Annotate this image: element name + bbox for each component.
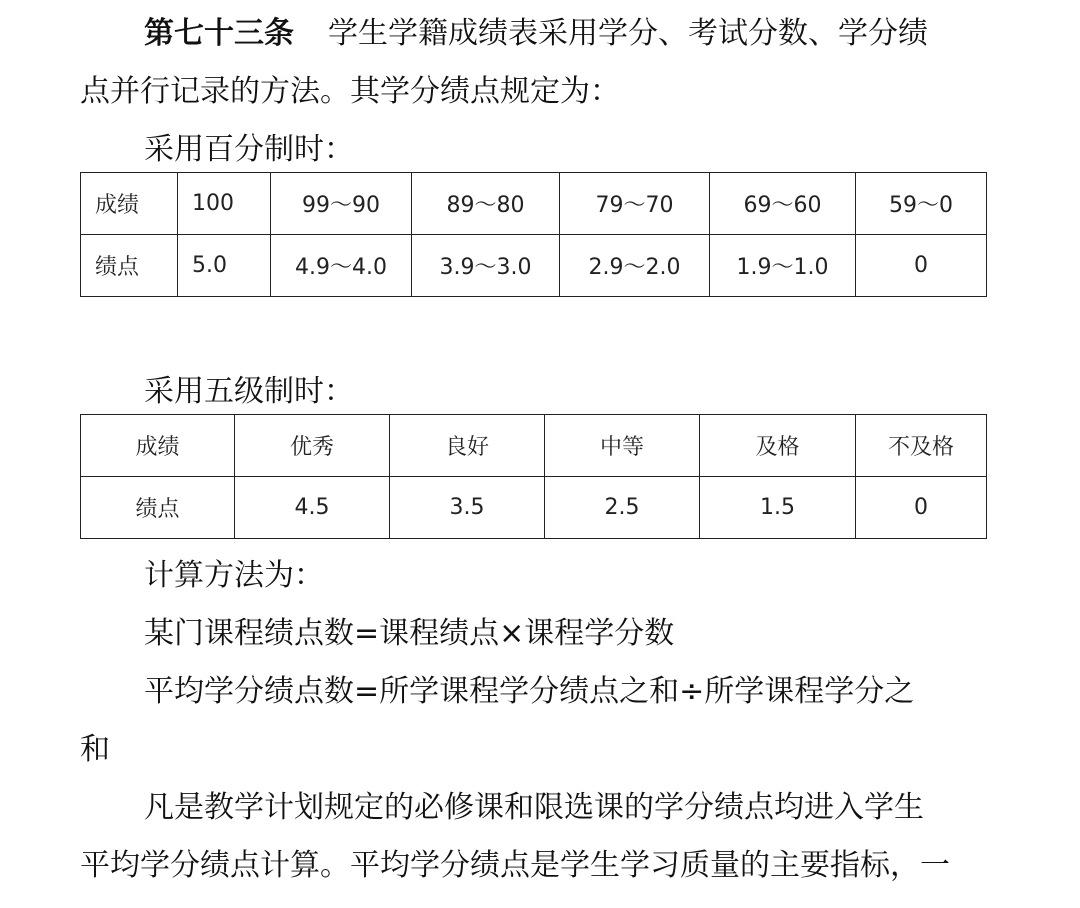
closing-paragraph-line1: 凡是教学计划规定的必修课和限选课的学分绩点均进入学生 <box>144 790 924 825</box>
table-cell: 成绩 <box>81 173 178 235</box>
table-cell: 89～80 <box>412 173 560 235</box>
formula-average-line2: 和 <box>80 732 110 767</box>
table-row <box>81 235 987 297</box>
table-cell: 79～70 <box>560 173 710 235</box>
formula-average-line1: 平均学分绩点数=所学课程学分绩点之和÷所学课程学分之 <box>144 674 915 709</box>
table-cell: 及格 <box>700 415 856 477</box>
table-cell: 1.5 <box>700 477 856 539</box>
table-cell: 0 <box>856 235 987 297</box>
table-cell: 59～0 <box>856 173 987 235</box>
table-cell: 69～60 <box>710 173 856 235</box>
closing-paragraph-line2: 平均学分绩点计算。平均学分绩点是学生学习质量的主要指标，一 <box>80 848 950 883</box>
table-cell: 3.5 <box>390 477 545 539</box>
table-cell: 1.9～1.0 <box>710 235 856 297</box>
article-text-line1: 学生学籍成绩表采用学分、考试分数、学分绩 <box>328 16 928 51</box>
table-cell: 成绩 <box>81 415 235 477</box>
table-cell: 3.9～3.0 <box>412 235 560 297</box>
formula-course-grade-points: 某门课程绩点数=课程绩点×课程学分数 <box>144 616 675 651</box>
table-cell: 中等 <box>545 415 700 477</box>
table-row <box>81 415 987 477</box>
article-text-line2: 点并行记录的方法。其学分绩点规定为： <box>80 74 620 109</box>
article-first-line <box>80 14 1000 54</box>
hundred-scale-table <box>80 172 987 297</box>
table-cell: 优秀 <box>235 415 390 477</box>
table-cell: 99～90 <box>271 173 412 235</box>
table-cell: 4.9～4.0 <box>271 235 412 297</box>
table-cell: 不及格 <box>856 415 987 477</box>
table-cell: 绩点 <box>81 477 235 539</box>
table-cell: 0 <box>856 477 987 539</box>
article-number: 第七十三条 <box>144 16 294 51</box>
five-level-heading: 采用五级制时： <box>144 374 354 409</box>
table-row <box>81 477 987 539</box>
table-cell: 良好 <box>390 415 545 477</box>
table-cell: 4.5 <box>235 477 390 539</box>
calculation-heading: 计算方法为： <box>144 558 324 593</box>
table-cell: 2.9～2.0 <box>560 235 710 297</box>
table-cell: 绩点 <box>81 235 178 297</box>
five-level-table <box>80 414 987 539</box>
table-cell: 2.5 <box>545 477 700 539</box>
table-cell: 100 <box>178 173 271 235</box>
hundred-scale-heading: 采用百分制时： <box>144 132 354 167</box>
table-cell: 5.0 <box>178 235 271 297</box>
table-row <box>81 173 987 235</box>
